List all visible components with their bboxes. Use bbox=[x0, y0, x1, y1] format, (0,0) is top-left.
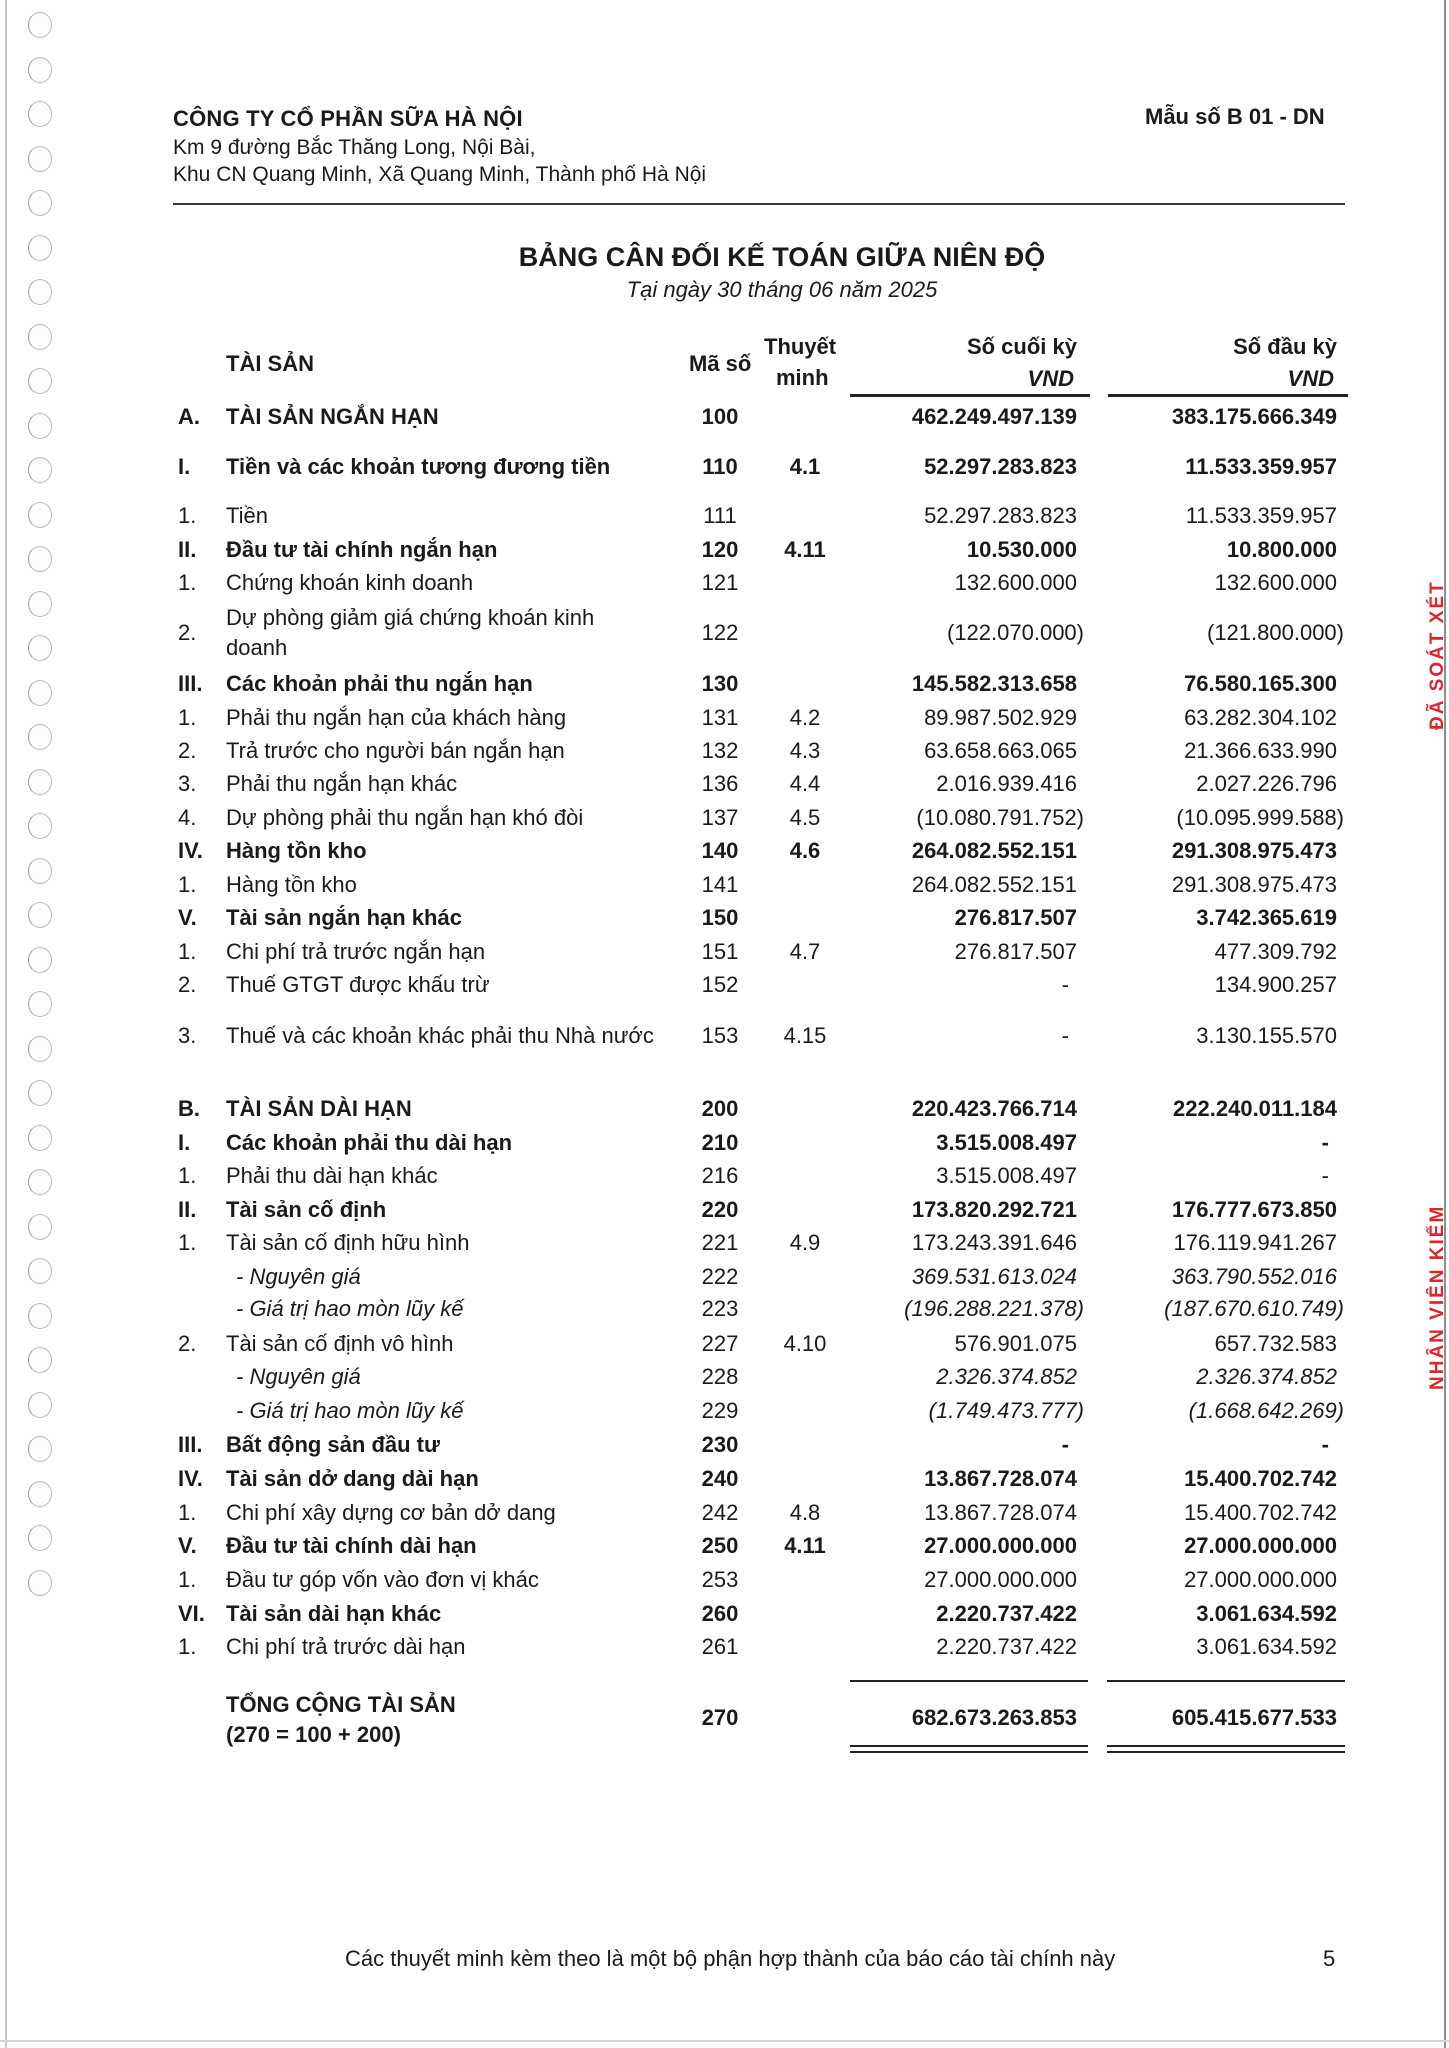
row-closing-value: 264.082.552.151 bbox=[911, 838, 1077, 863]
table-row bbox=[0, 1130, 1449, 1160]
row-index: 2. bbox=[178, 1331, 197, 1356]
row-opening-value: (1.668.642.269) bbox=[1188, 1398, 1344, 1423]
row-index: 1. bbox=[178, 939, 197, 964]
row-opening-value: (187.670.610.749) bbox=[1164, 1296, 1344, 1321]
row-label: Phải thu ngắn hạn của khách hàng bbox=[226, 705, 567, 730]
row-index: 3. bbox=[178, 771, 197, 796]
row-code: 250 bbox=[701, 1533, 739, 1558]
table-row bbox=[0, 1096, 1449, 1126]
closing-header-underline bbox=[850, 394, 1090, 397]
row-index: II. bbox=[178, 1197, 197, 1222]
row-note: 4.6 bbox=[789, 838, 821, 863]
row-label: Thuế GTGT được khấu trừ bbox=[226, 972, 490, 997]
row-opening-value: 363.790.552.016 bbox=[1171, 1264, 1337, 1289]
row-code: 261 bbox=[701, 1634, 739, 1659]
row-label: Hàng tồn kho bbox=[226, 838, 367, 863]
row-closing-value: - bbox=[1061, 972, 1069, 997]
row-closing-value: 13.867.728.074 bbox=[924, 1500, 1077, 1525]
opening-header-underline bbox=[1108, 394, 1348, 397]
col-header-assets: TÀI SẢN bbox=[226, 351, 314, 376]
row-closing-value: 220.423.766.714 bbox=[911, 1096, 1077, 1121]
row-code: 227 bbox=[701, 1331, 739, 1356]
table-row bbox=[0, 1163, 1449, 1193]
row-closing-value: 3.515.008.497 bbox=[936, 1163, 1077, 1188]
row-label: Phải thu ngắn hạn khác bbox=[226, 771, 458, 796]
page-bottom-edge bbox=[0, 2040, 1449, 2042]
row-opening-value: 477.309.792 bbox=[1214, 939, 1337, 964]
row-index: 2. bbox=[178, 738, 197, 763]
row-opening-value: 132.600.000 bbox=[1214, 570, 1337, 595]
row-label: Tiền bbox=[226, 503, 268, 528]
row-closing-value: (122.070.000) bbox=[947, 620, 1084, 645]
table-row bbox=[0, 671, 1449, 701]
row-label: Tài sản dở dang dài hạn bbox=[226, 1466, 479, 1491]
binder-hole-icon bbox=[28, 146, 52, 172]
row-opening-value: 15.400.702.742 bbox=[1184, 1500, 1337, 1525]
row-label: - Nguyên giá bbox=[236, 1264, 361, 1289]
row-index: 1. bbox=[178, 872, 197, 897]
table-row bbox=[0, 1500, 1449, 1530]
row-closing-value: 462.249.497.139 bbox=[911, 404, 1077, 429]
row-note: 4.11 bbox=[784, 537, 826, 562]
col-header-code: Mã số bbox=[689, 351, 752, 376]
row-label: Hàng tồn kho bbox=[226, 872, 357, 897]
row-index: 1. bbox=[178, 1163, 197, 1188]
row-code: 122 bbox=[701, 620, 739, 645]
row-index: 1. bbox=[178, 1230, 197, 1255]
table-row bbox=[0, 1466, 1449, 1496]
row-closing-value: 52.297.283.823 bbox=[924, 454, 1077, 479]
row-label: Tài sản cố định vô hình bbox=[226, 1331, 454, 1356]
row-closing-value: (1.749.473.777) bbox=[928, 1398, 1084, 1423]
row-closing-value: 2.220.737.422 bbox=[936, 1601, 1077, 1626]
table-row bbox=[0, 1567, 1449, 1597]
row-note: 4.15 bbox=[783, 1023, 827, 1048]
table-row bbox=[0, 905, 1449, 935]
table-row bbox=[0, 605, 1449, 660]
row-code: 216 bbox=[701, 1163, 739, 1188]
row-closing-value: 276.817.507 bbox=[954, 939, 1077, 964]
row-code: 111 bbox=[703, 503, 737, 528]
total-opening: 605.415.677.533 bbox=[1171, 1705, 1337, 1730]
row-code: 137 bbox=[701, 805, 739, 830]
table-row bbox=[0, 771, 1449, 801]
row-note: 4.2 bbox=[789, 705, 821, 730]
total-label-line2: (270 = 100 + 200) bbox=[226, 1722, 401, 1747]
row-opening-value: - bbox=[1321, 1163, 1329, 1188]
row-opening-value: 2.326.374.852 bbox=[1196, 1364, 1337, 1389]
table-row bbox=[0, 872, 1449, 902]
row-code: 230 bbox=[701, 1432, 739, 1457]
row-label: Chi phí xây dựng cơ bản dở dang bbox=[226, 1500, 556, 1525]
row-closing-value: 13.867.728.074 bbox=[924, 1466, 1077, 1491]
table-row bbox=[0, 503, 1449, 533]
row-closing-value: 2.326.374.852 bbox=[936, 1364, 1077, 1389]
binder-hole-icon bbox=[28, 57, 52, 83]
row-opening-value: 10.800.000 bbox=[1226, 537, 1337, 562]
table-row bbox=[0, 1634, 1449, 1664]
row-index: 4. bbox=[178, 805, 197, 830]
row-label: Các khoản phải thu dài hạn bbox=[226, 1130, 513, 1155]
row-note: 4.11 bbox=[784, 1533, 826, 1558]
row-index: III. bbox=[178, 671, 203, 696]
row-code: 260 bbox=[701, 1601, 739, 1626]
row-opening-value: (10.095.999.588) bbox=[1176, 805, 1344, 830]
red-seal-stamp-upper: ĐÃ SOÁT XÉT bbox=[1427, 580, 1448, 730]
row-label: Các khoản phải thu ngắn hạn bbox=[226, 671, 533, 696]
row-index: 1. bbox=[178, 1634, 197, 1659]
page-title: BẢNG CÂN ĐỐI KẾ TOÁN GIỮA NIÊN ĐỘ bbox=[518, 242, 1046, 272]
row-label: Tài sản ngắn hạn khác bbox=[226, 905, 462, 930]
row-code: 136 bbox=[701, 771, 739, 796]
row-index: V. bbox=[178, 905, 197, 930]
row-note: 4.8 bbox=[789, 1500, 821, 1525]
row-opening-value: - bbox=[1321, 1130, 1329, 1155]
row-code: 222 bbox=[701, 1264, 739, 1289]
row-code: 210 bbox=[701, 1130, 739, 1155]
total-code: 270 bbox=[701, 1705, 739, 1730]
row-note: 4.5 bbox=[789, 805, 821, 830]
row-opening-value: (121.800.000) bbox=[1207, 620, 1344, 645]
total-values bbox=[0, 1705, 1449, 1735]
row-label: - Nguyên giá bbox=[236, 1364, 361, 1389]
row-label-line1: Dự phòng giảm giá chứng khoán kinh bbox=[226, 605, 595, 630]
row-index: VI. bbox=[178, 1601, 205, 1626]
col-header-opening: Số đầu kỳ bbox=[1233, 334, 1337, 359]
row-opening-value: 15.400.702.742 bbox=[1184, 1466, 1337, 1491]
row-index: A. bbox=[178, 404, 200, 429]
row-code: 228 bbox=[701, 1364, 739, 1389]
table-row bbox=[0, 404, 1449, 434]
row-opening-value: 222.240.011.184 bbox=[1173, 1096, 1337, 1121]
table-row bbox=[0, 1432, 1449, 1462]
table-row bbox=[0, 537, 1449, 567]
total-closing-double-rule-1 bbox=[850, 1745, 1088, 1747]
total-opening-top-rule bbox=[1107, 1680, 1345, 1682]
row-label: TÀI SẢN DÀI HẠN bbox=[226, 1096, 412, 1121]
col-header-closing: Số cuối kỳ bbox=[966, 334, 1077, 359]
binder-hole-icon bbox=[28, 101, 52, 127]
row-code: 223 bbox=[701, 1296, 739, 1321]
table-row bbox=[0, 705, 1449, 735]
row-opening-value: 291.308.975.473 bbox=[1171, 838, 1337, 863]
row-closing-value: 2.016.939.416 bbox=[936, 771, 1077, 796]
row-code: 140 bbox=[701, 838, 739, 863]
row-opening-value: 134.900.257 bbox=[1214, 972, 1337, 997]
row-label: TÀI SẢN NGẮN HẠN bbox=[226, 404, 439, 429]
row-note: 4.1 bbox=[789, 454, 821, 479]
row-code: 220 bbox=[701, 1197, 739, 1222]
row-opening-value: - bbox=[1321, 1432, 1329, 1457]
table-row bbox=[0, 1197, 1449, 1227]
row-opening-value: 291.308.975.473 bbox=[1171, 872, 1337, 897]
row-label: Chi phí trả trước ngắn hạn bbox=[226, 939, 486, 964]
row-opening-value: 657.732.583 bbox=[1214, 1331, 1337, 1356]
table-row bbox=[0, 738, 1449, 768]
row-closing-value: 276.817.507 bbox=[954, 905, 1077, 930]
row-closing-value: 264.082.552.151 bbox=[911, 872, 1077, 897]
row-closing-value: 52.297.283.823 bbox=[924, 503, 1077, 528]
row-closing-value: 173.820.292.721 bbox=[911, 1197, 1077, 1222]
row-code: 240 bbox=[701, 1466, 739, 1491]
row-index: 2. bbox=[178, 972, 197, 997]
row-opening-value: 176.777.673.850 bbox=[1171, 1197, 1337, 1222]
row-code: 151 bbox=[701, 939, 739, 964]
row-label: Tài sản cố định bbox=[226, 1197, 387, 1222]
total-closing: 682.673.263.853 bbox=[911, 1705, 1077, 1730]
row-label: Tài sản cố định hữu hình bbox=[226, 1230, 470, 1255]
table-row bbox=[0, 838, 1449, 868]
col-header-note-line2: minh bbox=[776, 365, 829, 390]
row-index: II. bbox=[178, 537, 197, 562]
table-row bbox=[0, 1533, 1449, 1563]
row-code: 253 bbox=[701, 1567, 739, 1592]
row-label: Đầu tư góp vốn vào đơn vị khác bbox=[226, 1567, 539, 1592]
footer-note: Các thuyết minh kèm theo là một bộ phận hợp thành của báo cáo tài chính này bbox=[345, 1946, 1116, 1971]
row-code: 153 bbox=[701, 1023, 739, 1048]
table-row bbox=[0, 454, 1449, 484]
row-index: 1. bbox=[178, 503, 197, 528]
table-row bbox=[0, 1601, 1449, 1631]
row-opening-value: 2.027.226.796 bbox=[1196, 771, 1337, 796]
row-note: 4.9 bbox=[789, 1230, 821, 1255]
row-closing-value: (10.080.791.752) bbox=[916, 805, 1084, 830]
form-number: Mẫu số B 01 - DN bbox=[1145, 104, 1325, 129]
row-code: 131 bbox=[701, 705, 739, 730]
row-index: 1. bbox=[178, 1500, 197, 1525]
binder-hole-icon bbox=[28, 12, 52, 38]
row-label: Phải thu dài hạn khác bbox=[226, 1163, 438, 1188]
row-index: 1. bbox=[178, 570, 197, 595]
row-closing-value: 89.987.502.929 bbox=[924, 705, 1077, 730]
row-code: 242 bbox=[701, 1500, 739, 1525]
company-address-line2: Khu CN Quang Minh, Xã Quang Minh, Thành phố Hà Nội bbox=[173, 163, 707, 186]
row-closing-value: (196.288.221.378) bbox=[904, 1296, 1084, 1321]
table-row bbox=[0, 570, 1449, 600]
page-number: 5 bbox=[1323, 1946, 1336, 1971]
row-closing-value: 132.600.000 bbox=[954, 570, 1077, 595]
row-index: 1. bbox=[178, 705, 197, 730]
total-label-line1: TỔNG CỘNG TÀI SẢN bbox=[226, 1692, 456, 1717]
row-label: Tiền và các khoản tương đương tiền bbox=[226, 454, 611, 479]
row-code: 221 bbox=[701, 1230, 739, 1255]
row-index: V. bbox=[178, 1533, 197, 1558]
row-label-line2: doanh bbox=[226, 635, 288, 660]
table-row bbox=[0, 1364, 1449, 1394]
row-opening-value: 11.533.359.957 bbox=[1185, 454, 1337, 479]
row-closing-value: 173.243.391.646 bbox=[911, 1230, 1077, 1255]
row-index: IV. bbox=[178, 1466, 203, 1491]
row-code: 200 bbox=[701, 1096, 739, 1121]
row-opening-value: 21.366.633.990 bbox=[1184, 738, 1337, 763]
row-label: Chi phí trả trước dài hạn bbox=[226, 1634, 466, 1659]
row-code: 121 bbox=[701, 570, 739, 595]
row-label: - Giá trị hao mòn lũy kế bbox=[236, 1296, 464, 1321]
binder-hole-icon bbox=[28, 324, 52, 350]
row-closing-value: 3.515.008.497 bbox=[936, 1130, 1077, 1155]
row-note: 4.7 bbox=[789, 939, 821, 964]
binder-hole-icon bbox=[28, 190, 52, 216]
row-index: I. bbox=[178, 454, 191, 479]
row-label: Trả trước cho người bán ngắn hạn bbox=[226, 738, 565, 763]
row-closing-value: 2.220.737.422 bbox=[936, 1634, 1077, 1659]
row-label: Đầu tư tài chính dài hạn bbox=[226, 1533, 477, 1558]
row-index: 3. bbox=[178, 1023, 197, 1048]
row-index: III. bbox=[178, 1432, 203, 1457]
table-row bbox=[0, 1296, 1449, 1326]
row-label: Tài sản dài hạn khác bbox=[226, 1601, 442, 1626]
row-code: 130 bbox=[701, 671, 739, 696]
row-note: 4.4 bbox=[789, 771, 821, 796]
row-opening-value: 3.742.365.619 bbox=[1196, 905, 1337, 930]
col-header-closing-currency: VND bbox=[1027, 366, 1074, 391]
table-row bbox=[0, 972, 1449, 1002]
header-divider bbox=[173, 203, 1345, 205]
red-seal-stamp-lower: NHÂN VIÊN KIỂM bbox=[1427, 1204, 1448, 1390]
row-opening-value: 3.130.155.570 bbox=[1196, 1023, 1337, 1048]
table-row bbox=[0, 1398, 1449, 1428]
row-code: 141 bbox=[701, 872, 739, 897]
col-header-note-line1: Thuyết bbox=[764, 334, 837, 359]
row-opening-value: 11.533.359.957 bbox=[1185, 503, 1337, 528]
row-index: B. bbox=[178, 1096, 200, 1121]
table-row bbox=[0, 939, 1449, 969]
table-row bbox=[0, 1230, 1449, 1260]
table-row bbox=[0, 1264, 1449, 1294]
row-closing-value: 27.000.000.000 bbox=[924, 1567, 1077, 1592]
row-label: Đầu tư tài chính ngắn hạn bbox=[226, 537, 498, 562]
row-opening-value: 3.061.634.592 bbox=[1196, 1601, 1337, 1626]
row-index: I. bbox=[178, 1130, 191, 1155]
row-code: 229 bbox=[701, 1398, 739, 1423]
row-opening-value: 27.000.000.000 bbox=[1184, 1567, 1337, 1592]
row-closing-value: 63.658.663.065 bbox=[924, 738, 1077, 763]
row-label: Chứng khoán kinh doanh bbox=[226, 570, 474, 595]
row-label: - Giá trị hao mòn lũy kế bbox=[236, 1398, 464, 1423]
row-closing-value: - bbox=[1061, 1432, 1069, 1457]
total-opening-double-rule-1 bbox=[1107, 1745, 1345, 1747]
row-code: 120 bbox=[701, 537, 739, 562]
row-code: 150 bbox=[701, 905, 739, 930]
row-closing-value: 369.531.613.024 bbox=[911, 1264, 1077, 1289]
row-label: Thuế và các khoản khác phải thu Nhà nước bbox=[226, 1023, 654, 1048]
row-code: 152 bbox=[701, 972, 739, 997]
row-closing-value: 10.530.000 bbox=[966, 537, 1077, 562]
row-opening-value: 76.580.165.300 bbox=[1184, 671, 1337, 696]
row-label: Bất động sản đầu tư bbox=[226, 1432, 440, 1457]
total-opening-double-rule-2 bbox=[1107, 1751, 1345, 1753]
row-opening-value: 3.061.634.592 bbox=[1196, 1634, 1337, 1659]
table-row bbox=[0, 1023, 1449, 1053]
company-address-line1: Km 9 đường Bắc Thăng Long, Nội Bài, bbox=[173, 136, 536, 159]
table-row bbox=[0, 805, 1449, 835]
row-label: Dự phòng phải thu ngắn hạn khó đòi bbox=[226, 805, 584, 830]
total-closing-top-rule bbox=[850, 1680, 1088, 1682]
total-closing-double-rule-2 bbox=[850, 1751, 1088, 1753]
row-opening-value: 27.000.000.000 bbox=[1184, 1533, 1337, 1558]
row-opening-value: 383.175.666.349 bbox=[1171, 404, 1337, 429]
row-opening-value: 176.119.941.267 bbox=[1173, 1230, 1337, 1255]
row-closing-value: 145.582.313.658 bbox=[911, 671, 1077, 696]
row-code: 110 bbox=[702, 454, 738, 479]
row-closing-value: - bbox=[1061, 1023, 1069, 1048]
row-closing-value: 27.000.000.000 bbox=[924, 1533, 1077, 1558]
report-date: Tại ngày 30 tháng 06 năm 2025 bbox=[626, 277, 938, 302]
row-code: 100 bbox=[701, 404, 739, 429]
row-opening-value: 63.282.304.102 bbox=[1184, 705, 1337, 730]
row-code: 132 bbox=[701, 738, 739, 763]
row-closing-value: 576.901.075 bbox=[954, 1331, 1077, 1356]
company-name: CÔNG TY CỔ PHẦN SỮA HÀ NỘI bbox=[173, 106, 523, 131]
row-index: 2. bbox=[178, 620, 197, 645]
row-index: 1. bbox=[178, 1567, 197, 1592]
row-note: 4.3 bbox=[789, 738, 821, 763]
row-note: 4.10 bbox=[783, 1331, 827, 1356]
row-index: IV. bbox=[178, 838, 203, 863]
binder-hole-icon bbox=[28, 368, 52, 394]
col-header-opening-currency: VND bbox=[1287, 366, 1334, 391]
table-row bbox=[0, 1331, 1449, 1361]
